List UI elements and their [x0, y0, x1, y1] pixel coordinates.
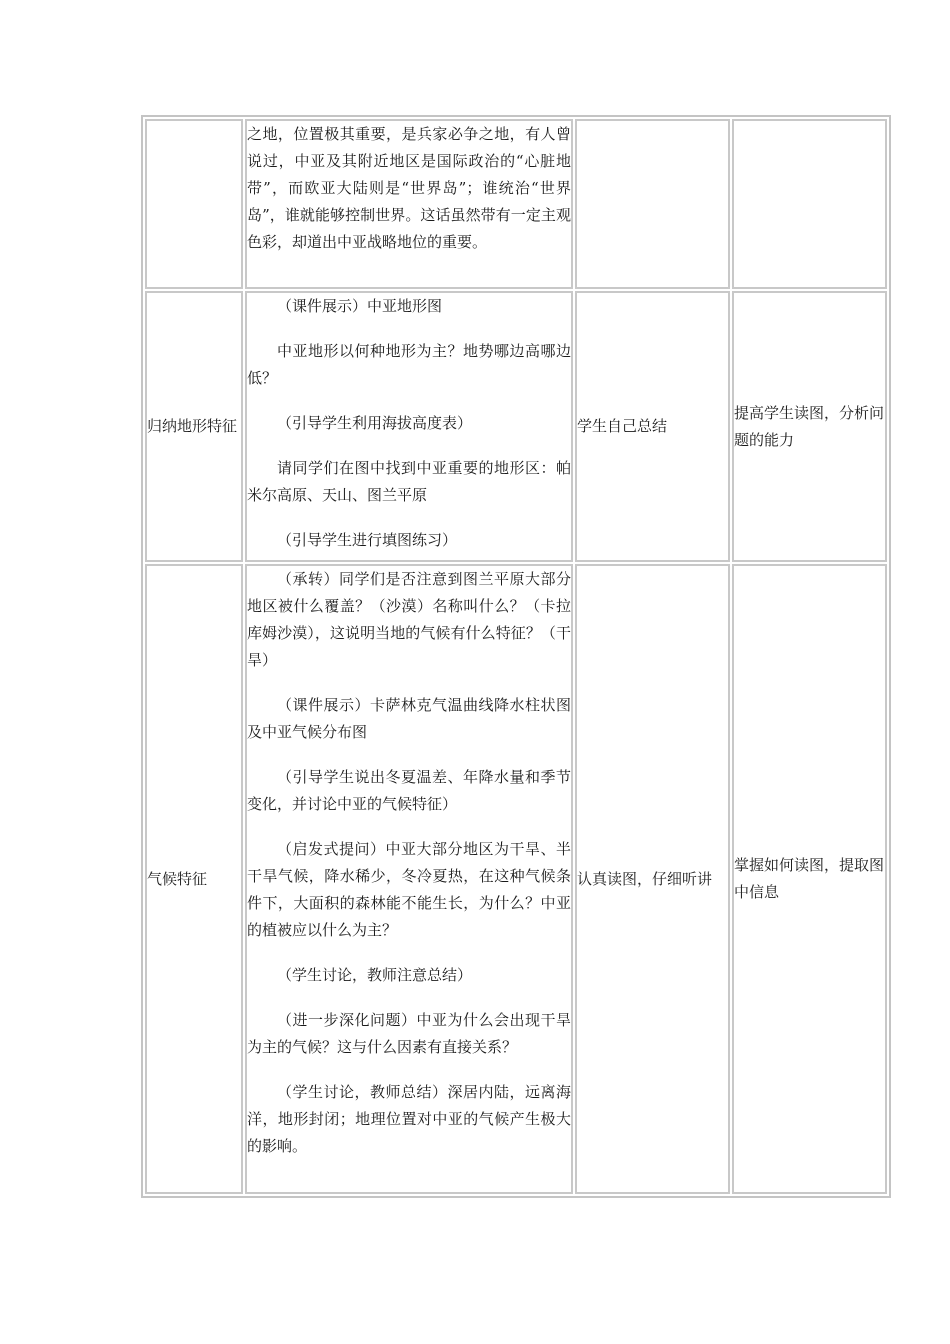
- content-paragraph: （引导学生进行填图练习）: [277, 531, 458, 549]
- topic-cell: 归纳地形特征: [145, 291, 243, 562]
- content-paragraph: （课件展示）卡萨林克气温曲线降水柱状图及中亚气候分布图: [247, 696, 571, 741]
- content-paragraph: （课件展示）中亚地形图: [277, 297, 443, 315]
- student-activity-cell: 学生自己总结: [575, 291, 730, 562]
- content-paragraph: 中亚地形以何种地形为主？地势哪边高哪边低？: [247, 342, 571, 387]
- content-paragraph: （承转）同学们是否注意到图兰平原大部分地区被什么覆盖？（沙漠）名称叫什么？（卡拉库姆沙漠），这说明当地的气候有什么特征？（干旱）: [247, 570, 571, 669]
- lesson-plan-table: [141, 115, 891, 1198]
- purpose-cell: 提高学生读图，分析问题的能力: [732, 291, 887, 562]
- table-row: [145, 119, 887, 289]
- table-row: [145, 291, 887, 562]
- content-cell: [245, 291, 573, 562]
- table-row: [145, 564, 887, 1194]
- content-paragraph: （引导学生利用海拔高度表）: [277, 414, 473, 432]
- content-paragraph: （学生讨论，教师注意总结）: [277, 966, 473, 984]
- content-paragraph: 请同学们在图中找到中亚重要的地形区：帕米尔高原、天山、图兰平原: [247, 459, 571, 504]
- content-paragraph: （启发式提问）中亚大部分地区为干旱、半干旱气候，降水稀少，冬冷夏热，在这种气候条件下，大面积的森林能不能生长，为什么？中亚的植被应以什么为主？: [247, 840, 571, 939]
- topic-cell: [145, 119, 243, 289]
- topic-cell: 气候特征: [145, 564, 243, 1194]
- content-paragraph: 之地，位置极其重要，是兵家必争之地，有人曾说过，中亚及其附近地区是国际政治的“心脏地带”，而欧亚大陆则是“世界岛”；谁统治“世界岛”，谁就能够控制世界。这话虽然带有一定主观色彩，却道出中亚战略地位的重要。: [247, 125, 571, 251]
- content-paragraph: （引导学生说出冬夏温差、年降水量和季节变化，并讨论中亚的气候特征）: [247, 768, 571, 813]
- student-activity-cell: [575, 119, 730, 289]
- content-cell: [245, 119, 573, 289]
- content-cell: [245, 564, 573, 1194]
- content-paragraph: （学生讨论，教师总结）深居内陆，远离海洋，地形封闭；地理位置对中亚的气候产生极大的影响。: [247, 1083, 571, 1155]
- purpose-cell: [732, 119, 887, 289]
- content-paragraph: （进一步深化问题）中亚为什么会出现干旱为主的气候？这与什么因素有直接关系？: [247, 1011, 571, 1056]
- student-activity-cell: 认真读图，仔细听讲: [575, 564, 730, 1194]
- purpose-cell: 掌握如何读图，提取图中信息: [732, 564, 887, 1194]
